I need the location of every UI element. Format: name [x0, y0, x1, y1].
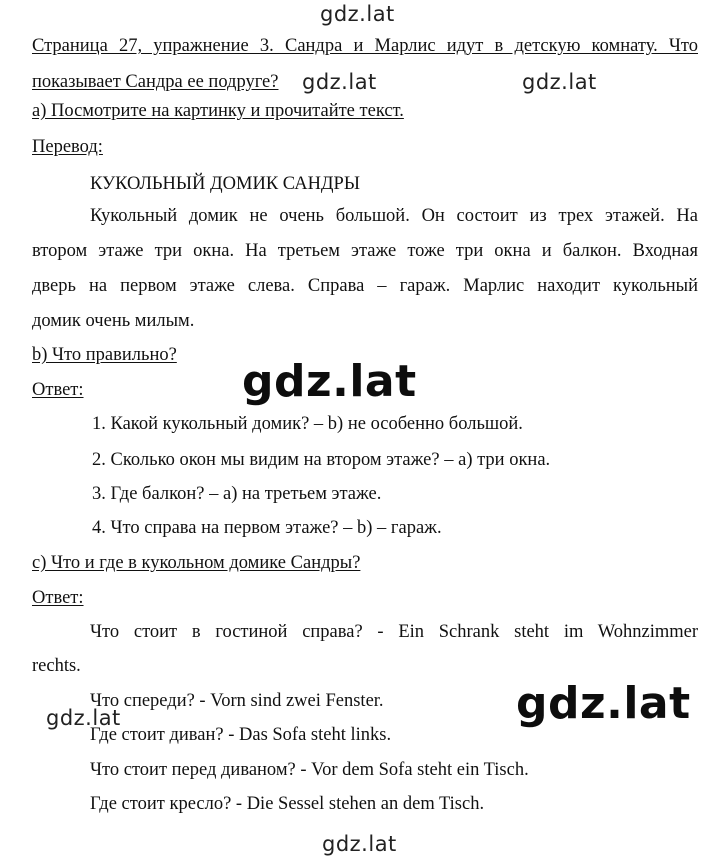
answer-b-1: 1. Какой кукольный домик? – b) не особенно большой. [92, 414, 523, 434]
header-line-2: показывает Сандра ее подруге? [32, 72, 279, 92]
section-a-label: Перевод: [32, 137, 103, 157]
answer-c-line-3: Что спереди? - Vorn sind zwei Fenster. [90, 691, 384, 711]
watermark-header-left: gdz.lat [302, 70, 377, 94]
answer-c-line-5: Что стоит перед диваном? - Vor dem Sofa steht ein Tisch. [90, 760, 529, 780]
answer-b-4: 4. Что справа на первом этаже? – b) – гараж. [92, 518, 442, 538]
story-line-1: Кукольный домик не очень большой. Он состоит из трех этажей. На [90, 206, 698, 226]
answer-c-line-1: Что стоит в гостиной справа? - Ein Schrank steht im Wohnzimmer [90, 622, 698, 642]
section-a-task: а) Посмотрите на картинку и прочитайте текст. [32, 101, 404, 121]
answer-c-line-4: Где стоит диван? - Das Sofa steht links. [90, 725, 392, 745]
answer-c-line-6: Где стоит кресло? - Die Sessel stehen an dem Tisch. [90, 794, 485, 814]
watermark-left: gdz.lat [46, 706, 121, 730]
section-c-label: Ответ: [32, 588, 84, 608]
watermark-bottom: gdz.lat [322, 832, 397, 856]
section-b-task: b) Что правильно? [32, 345, 177, 365]
answer-b-3: 3. Где балкон? – а) на третьем этаже. [92, 484, 382, 504]
section-b-label: Ответ: [32, 380, 84, 400]
story-title: КУКОЛЬНЫЙ ДОМИК САНДРЫ [90, 174, 360, 194]
answer-b-2: 2. Сколько окон мы видим на втором этаже? – а) три окна. [92, 450, 551, 470]
story-line-3: дверь на первом этаже слева. Справа – гараж. Марлис находит кукольный [32, 276, 698, 296]
watermark-header-right: gdz.lat [522, 70, 597, 94]
section-c-task: с) Что и где в кукольном домике Сандры? [32, 553, 361, 573]
story-line-2: втором этаже три окна. На третьем этаже тоже три окна и балкон. Входная [32, 241, 698, 261]
watermark-large-center: gdz.lat [242, 356, 417, 407]
story-line-4: домик очень милым. [32, 311, 195, 331]
watermark-top: gdz.lat [320, 2, 395, 26]
header-line-1: Страница 27, упражнение 3. Сандра и Марлис идут в детскую комнату. Что [32, 36, 698, 56]
watermark-large-right: gdz.lat [516, 678, 691, 729]
answer-c-line-2: rechts. [32, 656, 81, 676]
